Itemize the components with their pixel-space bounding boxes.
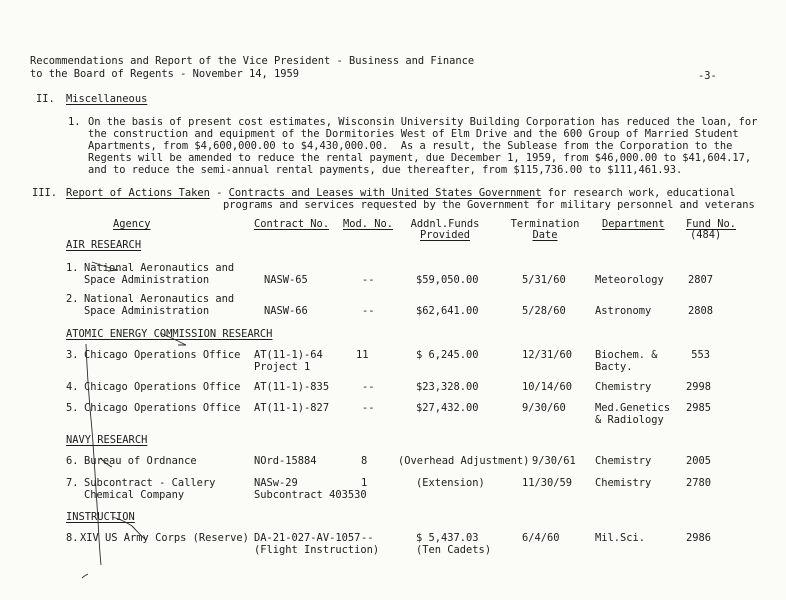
row-3-date: 12/31/60 bbox=[522, 349, 573, 361]
row-6-department: Chemistry bbox=[595, 455, 652, 467]
report-title-line-2: to the Board of Regents - November 14, 1959 bbox=[30, 68, 299, 80]
section-3-title-part-2: Contracts and Leases with United States Government bbox=[228, 187, 542, 199]
row-3-contract-2: Project 1 bbox=[254, 361, 311, 373]
header-termination-1: Termination bbox=[510, 218, 580, 230]
row-5-mod: -- bbox=[362, 402, 375, 414]
row-5-department-1: Med.Genetics bbox=[595, 402, 671, 414]
item-1-number: 1. bbox=[68, 116, 81, 128]
section-3-title-line-2: programs and services requested by the Government for military personnel and veterans bbox=[223, 199, 755, 211]
row-8-date: 6/4/60 bbox=[522, 532, 560, 544]
row-2-contract: NASW-66 bbox=[264, 305, 308, 317]
row-6-mod: 8 bbox=[361, 455, 368, 467]
row-6-agency: Bureau of Ordnance bbox=[84, 455, 197, 467]
row-1-agency-1: National Aeronautics and bbox=[84, 262, 235, 274]
row-2-date: 5/28/60 bbox=[522, 305, 566, 317]
header-department: Department bbox=[602, 218, 665, 230]
row-7-funds: (Extension) bbox=[416, 477, 485, 489]
header-agency: Agency bbox=[113, 218, 151, 230]
row-8-number: 8. bbox=[66, 532, 79, 544]
row-6-number: 6. bbox=[66, 455, 79, 467]
paragraph-line-4: Regents will be amended to reduce the rental payment, due December 1, 1959, from $46,000.00 to $41,604.17, bbox=[88, 152, 752, 164]
row-2-mod: -- bbox=[362, 305, 375, 317]
row-4-agency: Chicago Operations Office bbox=[84, 381, 241, 393]
section-3-title bbox=[66, 188, 735, 198]
row-5-department-2: & Radiology bbox=[595, 414, 664, 426]
header-mod-no: Mod. No. bbox=[343, 218, 394, 230]
row-7-contract-1: NASw-29 bbox=[254, 477, 298, 489]
row-6-date: 9/30/61 bbox=[532, 455, 576, 467]
pencil-mark-lower-left bbox=[82, 574, 88, 578]
row-8-contract-2: (Flight Instruction) bbox=[254, 544, 380, 556]
paragraph-line-3: Apartments, from $4,600,000.00 to $4,430,000.00. As a result, the Sublease from the Corporation to the bbox=[88, 140, 733, 152]
group-atomic-energy-research: ATOMIC ENERGY COMMISSION RESEARCH bbox=[66, 328, 273, 340]
row-5-fund: 2985 bbox=[686, 402, 712, 414]
row-2-department: Astronomy bbox=[595, 305, 652, 317]
row-5-number: 5. bbox=[66, 402, 79, 414]
report-title-line-1: Recommendations and Report of the Vice President - Business and Finance bbox=[30, 55, 475, 67]
row-3-fund: 553 bbox=[691, 349, 710, 361]
row-4-number: 4. bbox=[66, 381, 79, 393]
row-6-fund: 2005 bbox=[686, 455, 712, 467]
row-1-contract: NASW-65 bbox=[264, 274, 308, 286]
row-3-mod: 11 bbox=[356, 349, 369, 361]
row-6-contract: NOrd-15884 bbox=[254, 455, 317, 467]
row-6-funds: (Overhead Adjustment) bbox=[398, 455, 530, 467]
header-fund-no: Fund No. bbox=[686, 218, 737, 230]
row-2-fund: 2808 bbox=[688, 305, 714, 317]
row-8-mod: -- bbox=[361, 532, 374, 544]
row-8-funds-1: $ 5,437.03 bbox=[416, 532, 479, 544]
row-2-agency-2: Space Administration bbox=[84, 305, 210, 317]
row-8-contract-1: DA-21-027-AV-1057 bbox=[254, 532, 361, 544]
row-4-fund: 2998 bbox=[686, 381, 712, 393]
row-7-agency-1: Subcontract - Callery bbox=[84, 477, 216, 489]
row-5-funds: $27,432.00 bbox=[416, 402, 479, 414]
row-1-mod: -- bbox=[362, 274, 375, 286]
row-7-department: Chemistry bbox=[595, 477, 652, 489]
paragraph-line-5: and to reduce the semi-annual rental payments, due thereafter, from $115,736.00 to $111,461.93. bbox=[88, 164, 683, 176]
row-1-department: Meteorology bbox=[595, 274, 664, 286]
header-contract-no: Contract No. bbox=[254, 218, 330, 230]
header-funds-1: Addnl.Funds bbox=[410, 218, 480, 230]
section-3-title-dash: - bbox=[209, 187, 229, 199]
row-2-funds: $62,641.00 bbox=[416, 305, 479, 317]
row-7-contract-2: Subcontract 403530 bbox=[254, 489, 367, 501]
row-3-contract-1: AT(11-1)-64 bbox=[254, 349, 323, 361]
section-3-title-rest: for research work, educational bbox=[541, 187, 736, 199]
group-instruction: INSTRUCTION bbox=[66, 511, 135, 523]
section-2-title: Miscellaneous bbox=[66, 93, 148, 105]
row-2-number: 2. bbox=[66, 293, 79, 305]
section-3-numeral: III. bbox=[32, 187, 58, 199]
row-3-agency: Chicago Operations Office bbox=[84, 349, 241, 361]
row-7-agency-2: Chemical Company bbox=[84, 489, 185, 501]
row-8-funds-2: (Ten Cadets) bbox=[416, 544, 492, 556]
group-navy-research: NAVY RESEARCH bbox=[66, 434, 148, 446]
row-1-number: 1. bbox=[66, 262, 79, 274]
row-8-department: Mil.Sci. bbox=[595, 532, 646, 544]
header-fund-484: (484) bbox=[690, 229, 722, 241]
row-4-department: Chemistry bbox=[595, 381, 652, 393]
row-5-date: 9/30/60 bbox=[522, 402, 566, 414]
paragraph-line-2: the construction and equipment of the Dormitories West of Elm Drive and the 600 Group of Married Student bbox=[88, 128, 739, 140]
row-4-contract: AT(11-1)-835 bbox=[254, 381, 330, 393]
row-8-agency: XIV US Army Corps (Reserve) bbox=[80, 532, 249, 544]
row-4-funds: $23,328.00 bbox=[416, 381, 479, 393]
header-funds-2: Provided bbox=[419, 229, 471, 241]
row-3-funds: $ 6,245.00 bbox=[416, 349, 479, 361]
row-7-fund: 2780 bbox=[686, 477, 712, 489]
section-3-title-part-1: Report of Actions Taken bbox=[66, 187, 210, 199]
header-termination-2: Date bbox=[532, 229, 558, 241]
row-2-agency-1: National Aeronautics and bbox=[84, 293, 235, 305]
page-number: -3- bbox=[698, 70, 717, 82]
row-1-agency-2: Space Administration bbox=[84, 274, 210, 286]
row-7-date: 11/30/59 bbox=[522, 477, 573, 489]
row-7-mod: 1 bbox=[361, 477, 368, 489]
row-4-date: 10/14/60 bbox=[522, 381, 573, 393]
row-3-number: 3. bbox=[66, 349, 79, 361]
row-3-department-2: Bacty. bbox=[595, 361, 633, 373]
paragraph-line-1: On the basis of present cost estimates, Wisconsin University Building Corporation has reduced the loan, for bbox=[88, 116, 758, 128]
row-5-agency: Chicago Operations Office bbox=[84, 402, 241, 414]
row-4-mod: -- bbox=[362, 381, 375, 393]
row-3-department-1: Biochem. & bbox=[595, 349, 658, 361]
section-2-numeral: II. bbox=[36, 93, 55, 105]
row-1-funds: $59,050.00 bbox=[416, 274, 479, 286]
row-8-fund: 2986 bbox=[686, 532, 712, 544]
row-7-number: 7. bbox=[66, 477, 79, 489]
row-5-contract: AT(11-1)-827 bbox=[254, 402, 330, 414]
row-1-fund: 2807 bbox=[688, 274, 714, 286]
group-air-research: AIR RESEARCH bbox=[66, 239, 142, 251]
row-1-date: 5/31/60 bbox=[522, 274, 566, 286]
